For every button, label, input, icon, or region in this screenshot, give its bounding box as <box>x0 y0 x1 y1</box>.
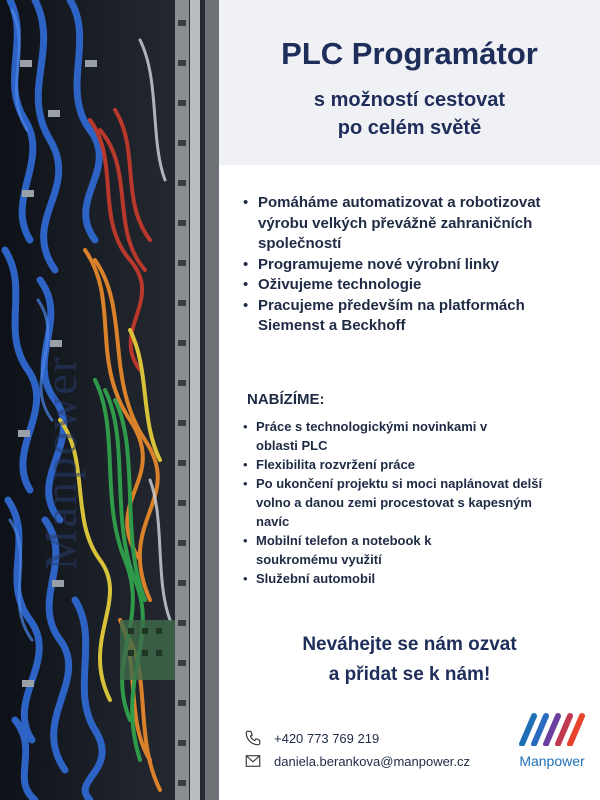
photo-watermark: Manpower <box>35 355 86 571</box>
intro-item: • Pracujeme především na platformách Siemenst a Beckhoff <box>240 296 580 337</box>
intro-item: • Oživujeme technologie <box>240 275 580 296</box>
subtitle-line-1: s možností cestovat <box>313 89 506 111</box>
email-contact[interactable] <box>244 752 470 770</box>
offer-item: • Flexibilita rozvržení práce <box>240 455 558 474</box>
phone-icon <box>244 729 262 747</box>
offer-item: • Mobilní telefon a notebook k soukromému využití <box>240 531 456 569</box>
offer-item: • Služební automobil <box>240 569 558 588</box>
envelope-icon <box>244 752 262 770</box>
offer-item: • Po ukončení projektu si moci naplánovat delší volno a danou zemi procestovat s kapesným navíc <box>240 474 558 531</box>
offers-list <box>240 417 558 588</box>
email-address[interactable]: daniela.berankova@manpower.cz <box>274 753 471 769</box>
manpower-logo <box>512 712 592 769</box>
intro-item: • Pomáháme automatizovat a robotizovat výrobu velkých převážně zahraničních společností <box>240 193 580 255</box>
call-to-action <box>219 630 600 690</box>
offer-item: • Práce s technologickými novinkami v oblasti PLC <box>240 417 526 455</box>
phone-number[interactable]: +420 773 769 219 <box>274 730 380 746</box>
hero-photo-cables <box>0 0 219 800</box>
page-subtitle <box>219 86 600 142</box>
intro-list <box>240 193 580 337</box>
cta-line-2: a přidat se k nám! <box>328 664 491 685</box>
page-title: PLC Programátor <box>281 36 538 71</box>
cta-line-1: Neváhejte se nám ozvat <box>302 634 517 655</box>
phone-contact[interactable] <box>244 729 379 747</box>
manpower-logo-mark <box>516 712 588 746</box>
manpower-wordmark: Manpower <box>519 753 585 769</box>
intro-item: • Programujeme nové výrobní linky <box>240 255 580 276</box>
header-box <box>219 0 600 165</box>
offers-heading: NABÍZÍME: <box>247 391 325 408</box>
subtitle-line-2: po celém světě <box>337 117 482 139</box>
